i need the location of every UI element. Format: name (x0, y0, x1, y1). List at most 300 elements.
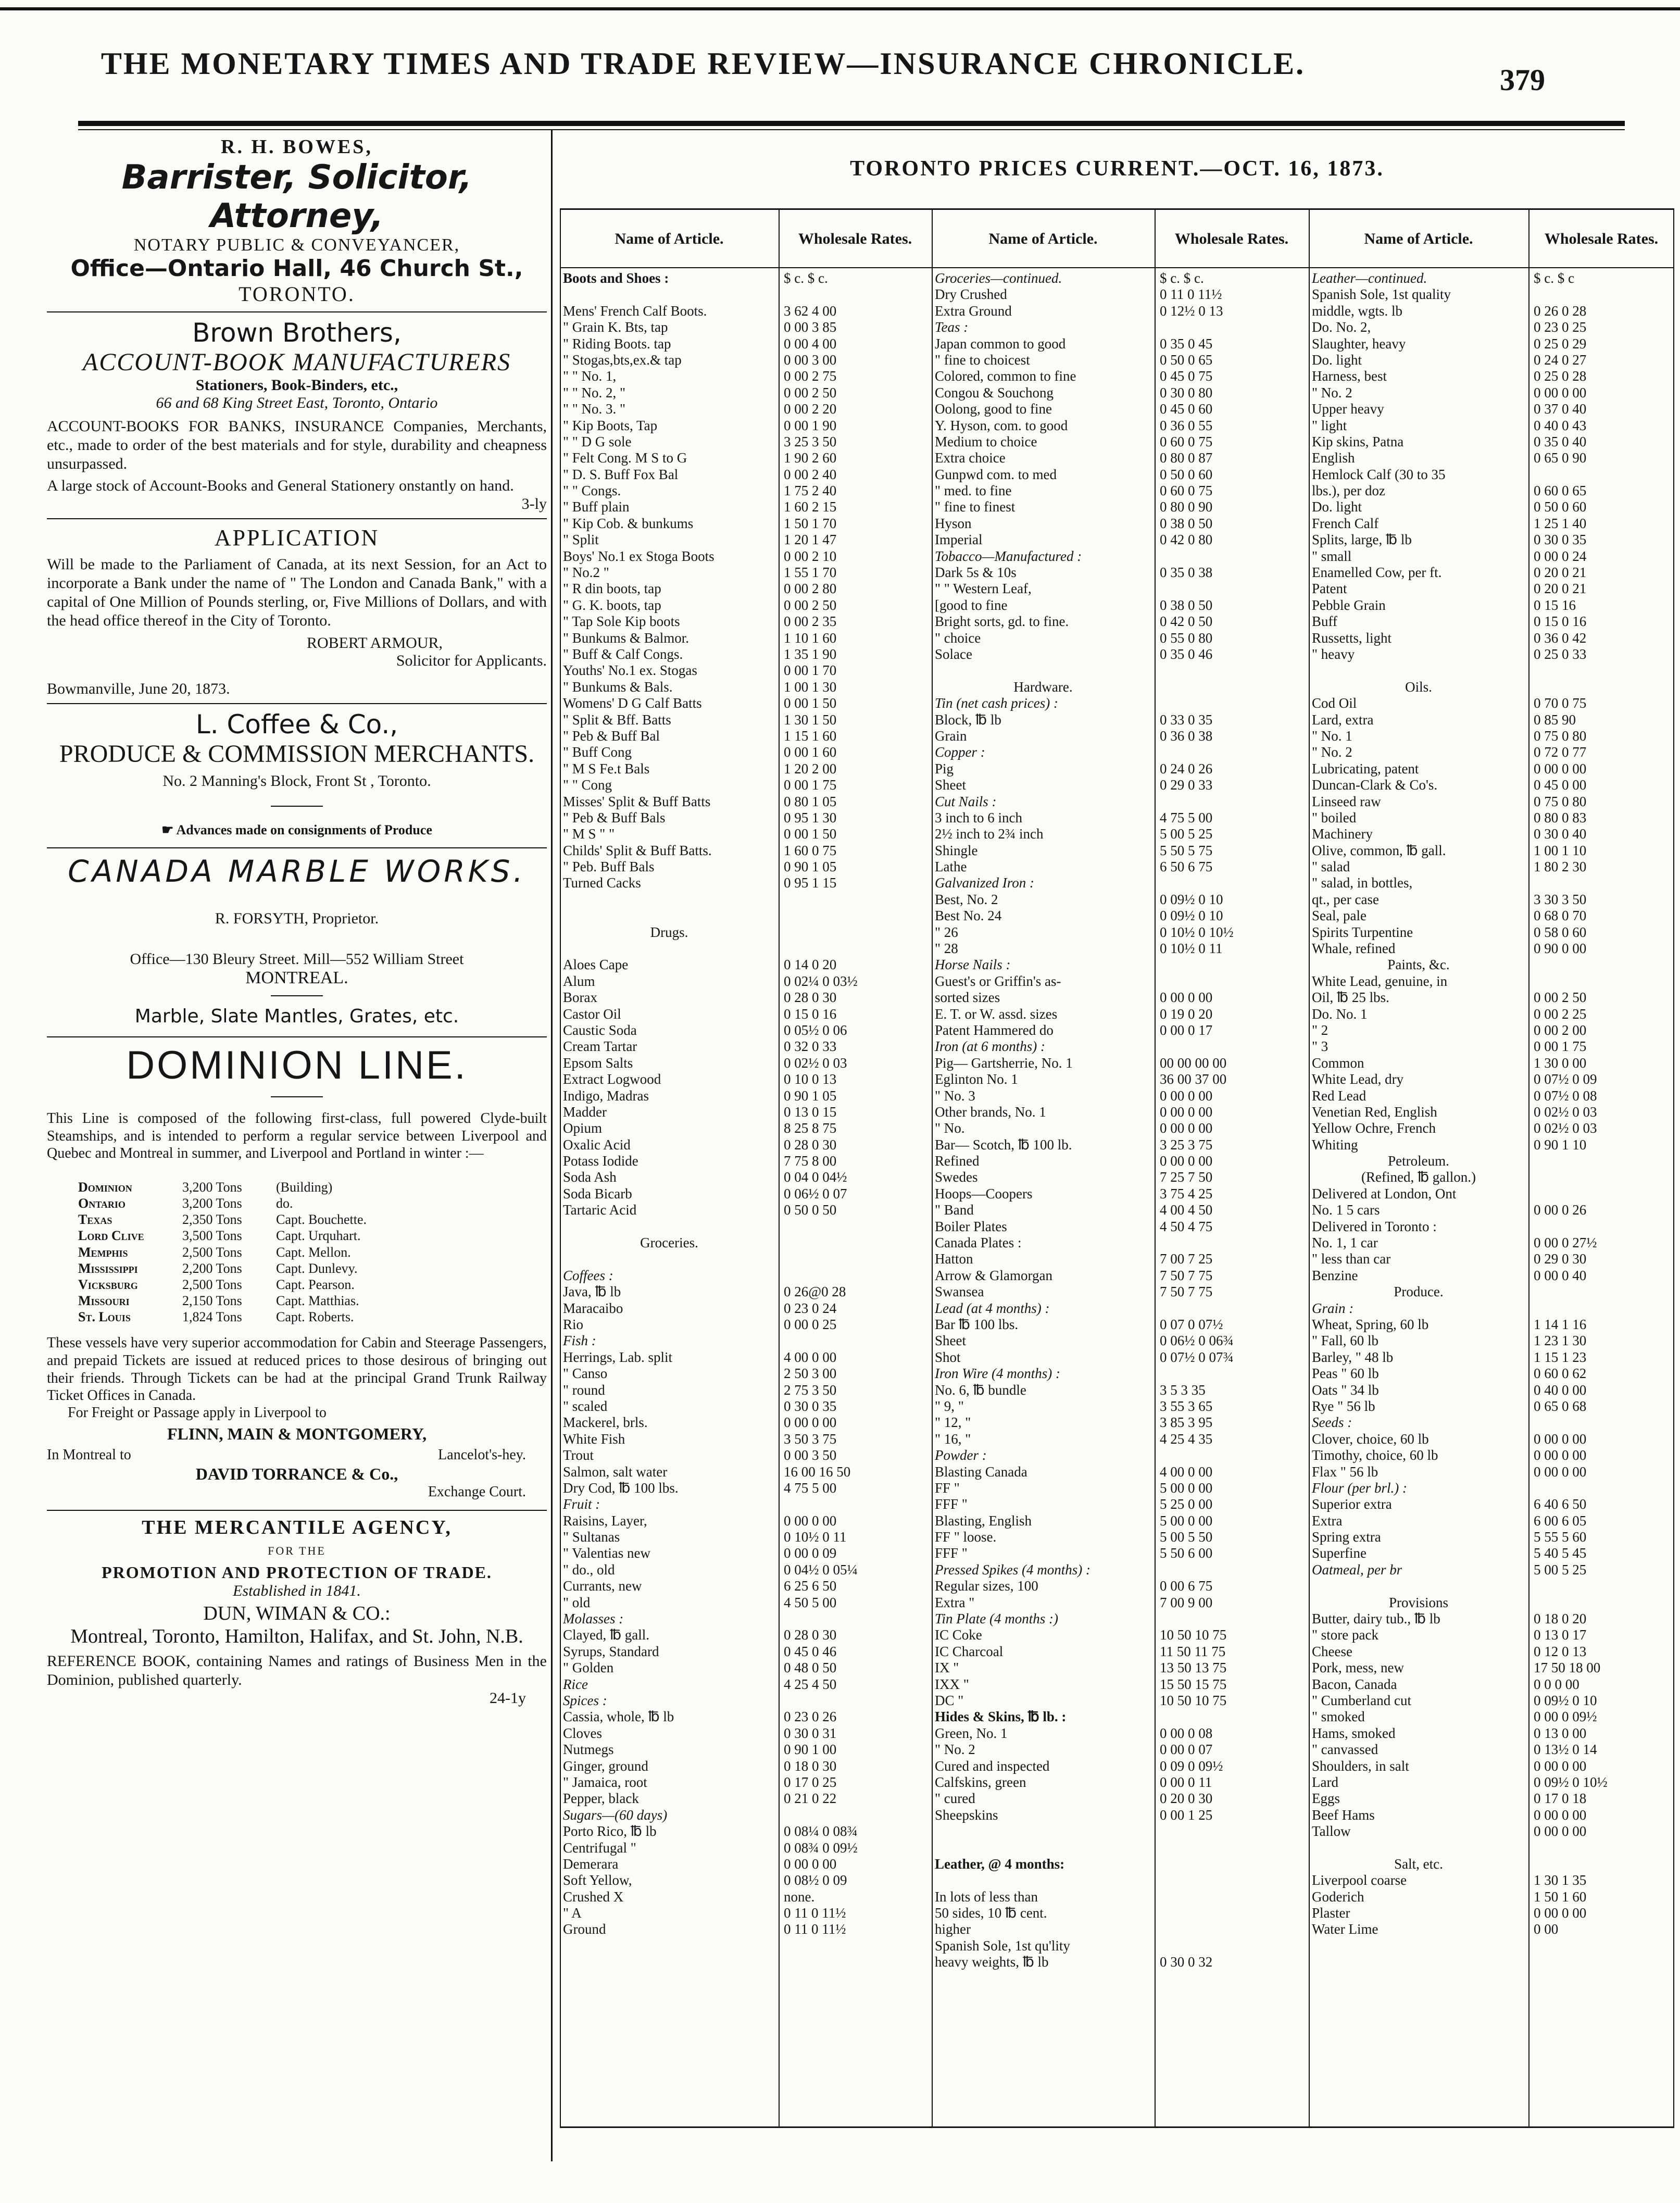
price-row (1309, 810, 1674, 826)
ship-tons: 1,824 Tons (182, 1309, 242, 1325)
price-row (560, 1513, 932, 1529)
wholesale-rate: 4 50 5 00 (784, 1594, 837, 1610)
price-row (560, 1660, 932, 1676)
article-name: " 26 (935, 924, 958, 940)
wholesale-rate: 0 75 0 80 (1534, 793, 1587, 809)
price-row (560, 548, 932, 565)
wholesale-rate: 0 15 0 16 (784, 1006, 837, 1022)
article-name: No. 6, ℔ bundle (935, 1382, 1026, 1398)
ship-name: St. Louis (78, 1309, 131, 1325)
brown-brothers-ad (47, 318, 547, 513)
price-row (560, 319, 932, 335)
price-row (1309, 1349, 1674, 1366)
article-name: Beef Hams (1312, 1807, 1375, 1823)
dominion-agent1: FLINN, MAIN & MONTGOMERY, (167, 1424, 427, 1443)
price-row (560, 1921, 932, 1937)
wholesale-rate: 0 07½ 0 09 (1534, 1071, 1597, 1087)
ship-tons: 3,200 Tons (182, 1179, 242, 1195)
price-row (932, 1219, 1309, 1235)
price-column-1 (560, 270, 932, 1938)
price-row (932, 1742, 1309, 1758)
article-name: Wheat, Spring, 60 lb (1312, 1317, 1429, 1332)
price-row (932, 385, 1309, 401)
ship-name: Missouri (78, 1293, 130, 1309)
price-row (932, 1055, 1309, 1071)
price-row (1309, 1055, 1674, 1071)
price-row (560, 1872, 932, 1888)
divider (47, 1510, 547, 1511)
article-name: No. 1, 1 car (1312, 1235, 1378, 1251)
wholesale-rate: 0 32 0 33 (784, 1038, 837, 1055)
article-name: Drugs. (650, 924, 688, 940)
wholesale-rate: 0 80 0 87 (1160, 450, 1213, 466)
article-name: Tartaric Acid (563, 1202, 637, 1218)
price-row (560, 1431, 932, 1447)
ship-name: Memphis (78, 1244, 128, 1260)
price-row (1309, 434, 1674, 450)
price-row (932, 1872, 1309, 1888)
wholesale-rate: 0 68 0 70 (1534, 908, 1587, 924)
ship-captain: (Building) (276, 1179, 333, 1195)
bowes-city: TORONTO. (239, 282, 355, 306)
price-row (1309, 794, 1674, 810)
price-row (932, 1725, 1309, 1742)
article-name: Copper : (935, 744, 985, 760)
dominion-title: DOMINION LINE. (126, 1043, 468, 1087)
mercantile-promotion: PROMOTION AND PROTECTION OF TRADE. (102, 1562, 492, 1582)
wholesale-rate: 0 60 0 75 (1160, 433, 1213, 449)
price-row (1309, 418, 1674, 434)
price-row (560, 1758, 932, 1774)
price-row (932, 1758, 1309, 1774)
article-name: Trout (563, 1447, 594, 1463)
article-name: Porto Rico, ℔ lb (563, 1823, 657, 1839)
price-row (1309, 1137, 1674, 1153)
price-row (932, 1202, 1309, 1218)
price-row (932, 777, 1309, 793)
article-name: English (1312, 450, 1355, 466)
article-name: Swansea (935, 1284, 984, 1300)
article-name: 50 sides, 10 ℔ cent. (935, 1905, 1047, 1921)
wholesale-rate: 0 95 1 15 (784, 875, 837, 891)
wholesale-rate: 1 14 1 16 (1534, 1317, 1587, 1332)
price-row (560, 1120, 932, 1136)
marble-proprietor: R. FORSYTH, Proprietor. (215, 910, 379, 927)
wholesale-rate: 0 07½ 0 08 (1534, 1087, 1597, 1104)
price-row (560, 516, 932, 532)
price-row (560, 1562, 932, 1578)
price-row (560, 1791, 932, 1807)
price-row (1309, 1758, 1674, 1774)
price-row (932, 319, 1309, 335)
wholesale-rate: 1 75 2 40 (784, 483, 837, 499)
price-row (932, 1660, 1309, 1676)
wholesale-rate: 0 00 0 00 (1534, 1807, 1587, 1823)
wholesale-rate: 0 00 0 27½ (1534, 1235, 1597, 1251)
price-row (1309, 1529, 1674, 1545)
price-row (1309, 319, 1674, 335)
wholesale-rate: 0 72 0 77 (1534, 744, 1587, 760)
article-name: Alum (563, 973, 595, 989)
wholesale-rate: 0 45 0 00 (1534, 777, 1587, 793)
wholesale-rate: 0 15 16 (1534, 597, 1576, 613)
price-row (1309, 1807, 1674, 1823)
brown-title: ACCOUNT-BOOK MANUFACTURERS (82, 348, 511, 376)
wholesale-rate: $ c. $ c (1534, 270, 1574, 286)
article-name: Spanish Sole, 1st qu'lity (935, 1937, 1070, 1954)
price-row (1309, 270, 1674, 286)
wholesale-rate: 0 30 0 80 (1160, 384, 1213, 400)
bowes-ad (47, 135, 547, 306)
price-row (1309, 1480, 1674, 1496)
wholesale-rate: 6 00 6 05 (1534, 1512, 1587, 1529)
wholesale-rate: 8 25 8 75 (784, 1120, 837, 1136)
article-name: Spirits Turpentine (1312, 924, 1413, 940)
wholesale-rate: 4 75 5 00 (784, 1480, 837, 1496)
article-name: Tallow (1312, 1823, 1351, 1839)
article-name: Fruit : (563, 1496, 600, 1512)
application-title: APPLICATION (214, 525, 380, 550)
column-header-name: Name of Article. (1364, 230, 1473, 247)
price-row (560, 892, 932, 908)
price-row (932, 1382, 1309, 1398)
article-name: Oil, ℔ 25 lbs. (1312, 990, 1389, 1006)
divider (47, 311, 547, 312)
article-name: Liverpool coarse (1312, 1872, 1407, 1888)
article-name: Eggs (1312, 1791, 1340, 1807)
price-row (1309, 1709, 1674, 1725)
article-name: Olive, common, ℔ gall. (1312, 842, 1446, 858)
price-row (560, 581, 932, 597)
wholesale-rate: 0 00 0 07 (1160, 1742, 1213, 1758)
price-row (1309, 548, 1674, 565)
table-header (560, 210, 1674, 268)
price-row (560, 1545, 932, 1561)
article-name: Solace (935, 646, 972, 662)
header-rule (78, 121, 1625, 126)
price-row (932, 1496, 1309, 1512)
wholesale-rate: 0 00 0 00 (1534, 760, 1587, 777)
article-name: Lead (at 4 months) : (935, 1300, 1050, 1316)
price-row (1309, 1431, 1674, 1447)
ship-name: Ontario (78, 1195, 126, 1211)
price-row (1309, 1022, 1674, 1038)
article-name: Raisins, Layer, (563, 1512, 647, 1529)
price-row (1309, 924, 1674, 941)
column-header-rates: Wholesale Rates. (1544, 230, 1659, 247)
price-row (560, 1725, 932, 1742)
price-row (932, 1791, 1309, 1807)
wholesale-rate: 0 00 2 35 (784, 614, 837, 630)
article-name: Hyson (935, 515, 972, 531)
price-row (1309, 483, 1674, 499)
article-name: Pig (935, 760, 954, 777)
article-name: " Felt Cong. M S to G (563, 450, 687, 466)
coffee-note-text: Advances made on consignments of Produce (176, 822, 432, 837)
article-name: Caustic Soda (563, 1022, 637, 1038)
wholesale-rate: 0 00 2 10 (784, 548, 837, 564)
price-row (560, 1202, 932, 1218)
ship-captain: Capt. Dunlevy. (276, 1260, 358, 1276)
article-name: Paints, &c. (1387, 957, 1450, 973)
article-name: (Refined, ℔ gallon.) (1361, 1169, 1476, 1185)
article-name: Cut Nails : (935, 793, 997, 809)
price-row (932, 614, 1309, 630)
article-name: " Valentias new (563, 1545, 650, 1561)
price-row (932, 597, 1309, 614)
price-row (1309, 859, 1674, 875)
article-name: Childs' Split & Buff Batts. (563, 842, 712, 858)
wholesale-rate: 0 07 0 07½ (1160, 1317, 1223, 1332)
article-name: IC Charcoal (935, 1643, 1004, 1659)
article-name: Pepper, black (563, 1791, 639, 1807)
ship-row (78, 1276, 547, 1293)
dominion-apply: For Freight or Passage apply in Liverpool to (68, 1404, 327, 1421)
wholesale-rate: 0 80 0 83 (1534, 809, 1587, 825)
article-name: middle, wgts. lb (1312, 303, 1402, 319)
wholesale-rate: 0 00 1 75 (784, 777, 837, 793)
wholesale-rate: 1 55 1 70 (784, 565, 837, 581)
article-name: Dark 5s & 10s (935, 565, 1017, 581)
price-row (560, 418, 932, 434)
article-name: Oatmeal, per br (1312, 1561, 1402, 1578)
price-row (932, 646, 1309, 662)
price-row (1309, 303, 1674, 319)
wholesale-rate: 3 50 3 75 (784, 1431, 837, 1447)
wholesale-rate: 0 04½ 0 05¼ (784, 1561, 858, 1578)
article-name: Lard, extra (1312, 711, 1374, 728)
price-row (560, 1447, 932, 1463)
page-header-title: THE MONETARY TIMES AND TRADE REVIEW—INSURANCE CHRONICLE. (101, 46, 1306, 81)
price-row (1309, 1791, 1674, 1807)
wholesale-rate: 0 35 0 45 (1160, 335, 1213, 352)
price-row (560, 1676, 932, 1693)
header-rule-thin (78, 129, 1625, 130)
article-name: Delivered at London, Ont (1312, 1185, 1457, 1201)
article-name: Machinery (1312, 826, 1373, 842)
wholesale-rate: 5 55 5 60 (1534, 1529, 1587, 1545)
price-row (560, 385, 932, 401)
dominion-montreal: In Montreal to (47, 1446, 131, 1463)
price-row (1309, 1235, 1674, 1251)
section-heading-row (560, 924, 932, 941)
article-name: Madder (563, 1104, 607, 1120)
price-row (560, 1464, 932, 1480)
wholesale-rate: 0 18 0 30 (784, 1758, 837, 1774)
price-row (560, 1366, 932, 1382)
price-row (1309, 565, 1674, 581)
section-heading-row (1309, 1856, 1674, 1872)
article-name: Cassia, whole, ℔ lb (563, 1709, 674, 1725)
price-row (560, 1038, 932, 1055)
application-signer: ROBERT ARMOUR, (306, 634, 443, 652)
dominion-address2: Exchange Court. (428, 1483, 526, 1500)
article-name: " " Cong (563, 777, 612, 793)
wholesale-rate: 6 40 6 50 (1534, 1496, 1587, 1512)
wholesale-rate: 5 25 0 00 (1160, 1496, 1213, 1512)
price-row (560, 875, 932, 891)
price-row (1309, 1611, 1674, 1627)
article-name: Spanish Sole, 1st quality (1312, 286, 1451, 303)
wholesale-rate: 5 00 5 25 (1160, 826, 1213, 842)
wholesale-rate: 0 23 0 26 (784, 1709, 837, 1725)
article-name: Swedes (935, 1169, 978, 1185)
wholesale-rate: 4 00 0 00 (784, 1349, 837, 1365)
ship-tons: 3,200 Tons (182, 1195, 242, 1211)
price-row (932, 336, 1309, 352)
price-row (1309, 1333, 1674, 1349)
wholesale-rate: 0 15 0 16 (1534, 614, 1587, 630)
article-name: " Grain K. Bts, tap (563, 319, 668, 335)
price-row (932, 924, 1309, 941)
article-name: Provisions (1388, 1594, 1449, 1610)
price-row (1309, 401, 1674, 417)
article-name: " Buff Cong (563, 744, 632, 760)
price-row (560, 336, 932, 352)
wholesale-rate: 0 20 0 21 (1534, 581, 1587, 597)
price-row (932, 744, 1309, 760)
wholesale-rate: 7 00 9 00 (1160, 1594, 1213, 1610)
price-row (1309, 1627, 1674, 1643)
price-row (560, 1774, 932, 1791)
wholesale-rate: $ c. $ c. (784, 270, 828, 286)
price-row (932, 516, 1309, 532)
wholesale-rate: 0 90 1 00 (784, 1742, 837, 1758)
price-row (560, 434, 932, 450)
article-name: " med. to fine (935, 483, 1012, 499)
wholesale-rate: 0 02½ 0 03 (784, 1055, 847, 1071)
price-row (932, 843, 1309, 859)
article-name: Venetian Red, English (1312, 1104, 1437, 1120)
article-name: Cured and inspected (935, 1758, 1050, 1774)
wholesale-rate: 0 00 0 00 (1534, 1431, 1587, 1447)
article-name: 2½ inch to 2¾ inch (935, 826, 1044, 842)
price-row (560, 286, 932, 303)
article-name: " M S Fe.t Bals (563, 760, 650, 777)
price-row (560, 401, 932, 417)
price-row (560, 990, 932, 1006)
article-name: " Canso (563, 1366, 608, 1382)
wholesale-rate: 0 29 0 33 (1160, 777, 1213, 793)
wholesale-rate: 36 00 37 00 (1160, 1071, 1227, 1087)
price-row (560, 1480, 932, 1496)
ship-captain: Capt. Mellon. (276, 1244, 351, 1260)
brown-line1: Stationers, Book-Binders, etc., (195, 377, 398, 394)
wholesale-rate: 7 50 7 75 (1160, 1284, 1213, 1300)
article-name: " small (1312, 548, 1352, 564)
price-row (932, 1545, 1309, 1561)
bowes-subtitle: NOTARY PUBLIC & CONVEYANCER, (133, 235, 460, 255)
article-name: Guest's or Griffin's as- (935, 973, 1061, 989)
article-name: Japan common to good (935, 335, 1066, 352)
wholesale-rate: 0 00 1 75 (1534, 1038, 1587, 1055)
price-row (1309, 1921, 1674, 1937)
price-row (1309, 581, 1674, 597)
brown-line2: 66 and 68 King Street East, Toronto, Ontario (156, 394, 438, 411)
article-name: Powder : (935, 1447, 987, 1463)
article-name: " No. 2 (1312, 744, 1352, 760)
wholesale-rate: 0 09½ 0 10½ (1534, 1774, 1608, 1790)
application-place-date: Bowmanville, June 20, 1873. (47, 680, 230, 697)
mercantile-title: THE MERCANTILE AGENCY, (142, 1516, 452, 1538)
article-name: Imperial (935, 532, 983, 548)
price-row (932, 859, 1309, 875)
article-name: Currants, new (563, 1578, 642, 1594)
wholesale-rate: 1 90 2 60 (784, 450, 837, 466)
wholesale-rate: 0 60 0 75 (1160, 483, 1213, 499)
price-row (932, 1627, 1309, 1643)
wholesale-rate: 0 33 0 35 (1160, 711, 1213, 728)
article-name: Lathe (935, 859, 967, 875)
wholesale-rate: 0 00 2 25 (1534, 1006, 1587, 1022)
price-row (1309, 761, 1674, 777)
article-name: Pressed Spikes (4 months) : (935, 1561, 1090, 1578)
wholesale-rate: 0 00 6 75 (1160, 1578, 1213, 1594)
price-row (932, 761, 1309, 777)
wholesale-rate: 5 50 6 00 (1160, 1545, 1213, 1561)
article-name: Spices : (563, 1692, 607, 1708)
article-name: Russetts, light (1312, 630, 1392, 646)
price-row (932, 728, 1309, 744)
price-row (560, 1268, 932, 1284)
article-name: Pig— Gartsherrie, No. 1 (935, 1055, 1073, 1071)
wholesale-rate: 0 00 0 00 (1534, 1447, 1587, 1463)
price-row (1309, 499, 1674, 515)
article-name: " Kip Boots, Tap (563, 417, 658, 433)
price-row (1309, 777, 1674, 793)
wholesale-rate: 0 25 0 33 (1534, 646, 1587, 662)
price-row (932, 712, 1309, 728)
prices-table (560, 208, 1674, 2128)
price-row (560, 1300, 932, 1317)
article-name: Womens' D G Calf Batts (563, 695, 702, 711)
price-row (560, 859, 932, 875)
wholesale-rate: 2 75 3 50 (784, 1382, 837, 1398)
price-row (932, 1268, 1309, 1284)
wholesale-rate: 0 00 2 80 (784, 581, 837, 597)
price-row (560, 1169, 932, 1185)
article-name: Turned Cacks (563, 875, 641, 891)
wholesale-rate: 0 00 0 11 (1160, 1774, 1212, 1790)
article-name: Opium (563, 1120, 603, 1136)
article-name: Delivered in Toronto : (1312, 1218, 1437, 1234)
article-name: Whiting (1312, 1136, 1358, 1153)
wholesale-rate: 0 29 0 30 (1534, 1251, 1587, 1267)
price-row (932, 1905, 1309, 1921)
price-row (560, 1382, 932, 1398)
wholesale-rate: 5 50 5 75 (1160, 842, 1213, 858)
wholesale-rate: 0 09½ 0 10 (1160, 891, 1223, 907)
article-name: " 12, " (935, 1415, 971, 1431)
price-row (1309, 744, 1674, 760)
article-name: " No. 1 (1312, 728, 1352, 744)
wholesale-rate: 0 14 0 20 (784, 957, 837, 973)
article-name: Blasting, English (935, 1512, 1032, 1529)
article-name: " Peb. Buff Bals (563, 859, 655, 875)
price-row (560, 1006, 932, 1022)
article-name: Hatton (935, 1251, 973, 1267)
price-row (560, 1529, 932, 1545)
wholesale-rate: 0 50 0 50 (784, 1202, 837, 1218)
mercantile-firm: DUN, WIMAN & CO.: (203, 1602, 391, 1624)
price-row (1309, 875, 1674, 891)
ship-tons: 2,500 Tons (182, 1244, 242, 1260)
wholesale-rate: 0 00 3 50 (784, 1447, 837, 1463)
wholesale-rate: 00 00 00 00 (1160, 1055, 1227, 1071)
price-row (932, 565, 1309, 581)
ship-captain: Capt. Roberts. (276, 1309, 354, 1325)
article-name: Salt, etc. (1394, 1856, 1443, 1872)
